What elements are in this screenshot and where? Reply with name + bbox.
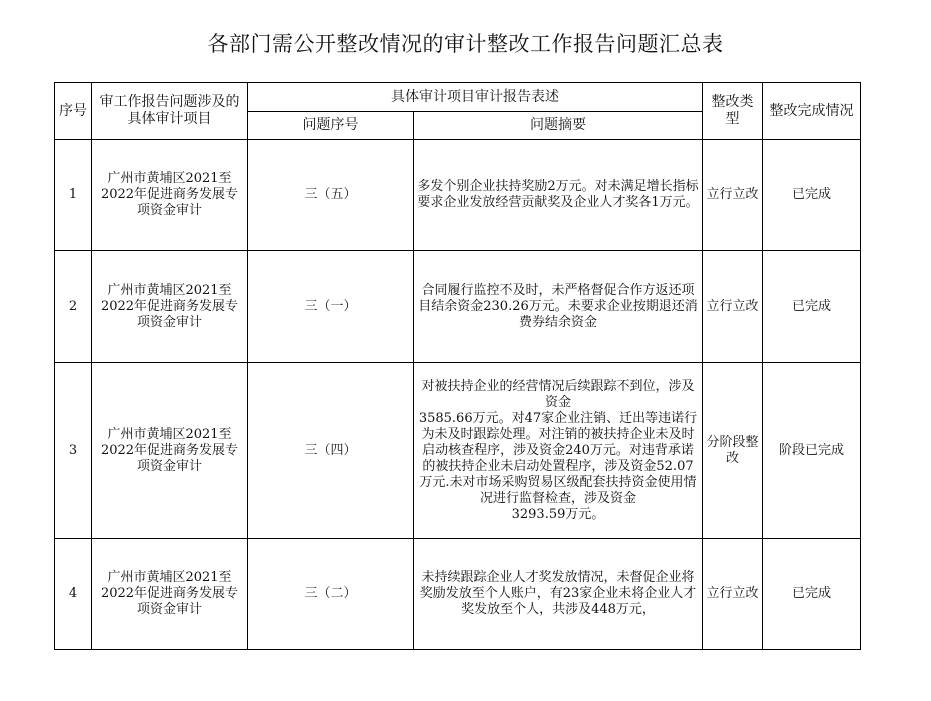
table-row — [55, 363, 861, 539]
header-seq: 序号 — [55, 83, 92, 140]
cell-rectification-type: 立行立改 — [703, 539, 763, 650]
cell-seq: 2 — [55, 251, 92, 363]
page-title: 各部门需公开整改情况的审计整改工作报告问题汇总表 — [207, 32, 724, 56]
cell-project: 广州市黄埔区2021至2022年促进商务发展专项资金审计 — [92, 539, 248, 650]
audit-issue-summary-table — [54, 82, 861, 650]
header-rectification-type: 整改类型 — [703, 83, 763, 140]
cell-issue-number: 三（二） — [248, 539, 414, 650]
cell-completion-status: 阶段已完成 — [763, 363, 861, 539]
summary-line: 3585.66万元。对47家企业注销、迁出等违诺行为未及时跟踪处理。对注销的被扶持企业未及时启动核查程序，涉及资金240万元。对违背承诺的被扶持企业未启动处置程序，涉及资金52.07万元.未对市场采购贸易区级配套扶持资金使用情况进行监督检查，涉及资金 — [418, 410, 698, 506]
table-row — [55, 251, 861, 363]
header-project: 审工作报告问题涉及的具体审计项目 — [92, 83, 248, 140]
cell-rectification-type: 立行立改 — [703, 251, 763, 363]
cell-issue-number: 三（一） — [248, 251, 414, 363]
cell-project: 广州市黄埔区2021至2022年促进商务发展专项资金审计 — [92, 140, 248, 251]
cell-issue-summary: 未持续跟踪企业人才奖发放情况，未督促企业将奖励发放至个人账户，有23家企业未将企业人才奖发放至个人，共涉及448万元， — [414, 539, 703, 650]
cell-project: 广州市黄埔区2021至2022年促进商务发展专项资金审计 — [92, 363, 248, 539]
cell-issue-number: 三（五） — [248, 140, 414, 251]
cell-rectification-type: 分阶段整改 — [703, 363, 763, 539]
cell-completion-status: 已完成 — [763, 140, 861, 251]
cell-seq: 1 — [55, 140, 92, 251]
cell-issue-summary — [414, 363, 703, 539]
cell-issue-summary: 合同履行监控不及时，未严格督促合作方返还项目结余资金230.26万元。未要求企业按期退还消费券结余资金 — [414, 251, 703, 363]
header-issue-number: 问题序号 — [248, 112, 414, 140]
cell-rectification-type: 立行立改 — [703, 140, 763, 251]
summary-line: 对被扶持企业的经营情况后续跟踪不到位，涉及资金 — [421, 378, 695, 410]
cell-project: 广州市黄埔区2021至2022年促进商务发展专项资金审计 — [92, 251, 248, 363]
cell-completion-status: 已完成 — [763, 251, 861, 363]
summary-line: 3293.59万元。 — [511, 506, 605, 522]
header-report-statement-group: 具体审计项目审计报告表述 — [248, 83, 703, 112]
cell-issue-summary: 多发个别企业扶持奖励2万元。对未满足增长指标要求企业发放经营贡献奖及企业人才奖各1万元。 — [414, 140, 703, 251]
header-issue-summary: 问题摘要 — [414, 112, 703, 140]
table-row — [55, 140, 861, 251]
cell-completion-status: 已完成 — [763, 539, 861, 650]
header-completion-status: 整改完成情况 — [763, 83, 861, 140]
cell-seq: 3 — [55, 363, 92, 539]
table-row — [55, 539, 861, 650]
header-row-1 — [55, 83, 861, 112]
cell-issue-number: 三（四） — [248, 363, 414, 539]
cell-seq: 4 — [55, 539, 92, 650]
